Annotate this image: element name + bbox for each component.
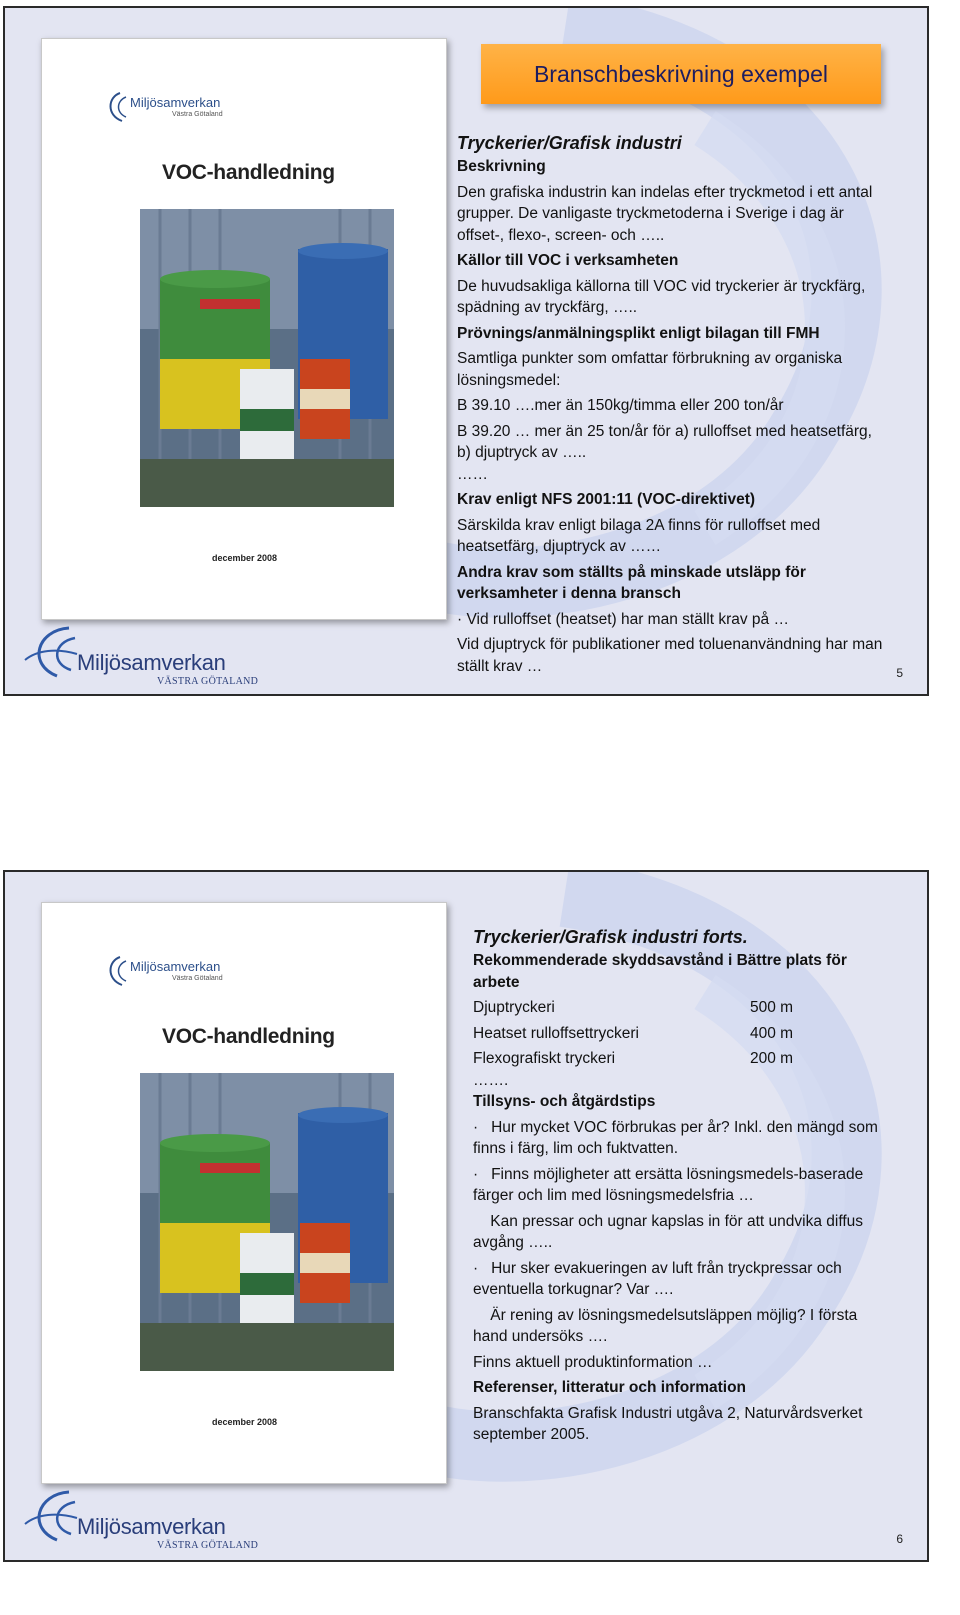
ref-label: Referenser, litteratur och information xyxy=(473,1379,747,1396)
slide-6 xyxy=(3,870,929,1562)
logo-name: Miljösamverkan xyxy=(77,650,226,675)
distance-row xyxy=(473,997,893,1019)
document-title: VOC-handledning xyxy=(162,161,335,184)
provning-text: Samtliga punkter som omfattar förbrukning av organiska lösningsmedel: xyxy=(457,350,843,389)
tip-item: Är rening av lösningsmedelsutsläppen möjlig? I första hand undersöks …. xyxy=(473,1306,862,1345)
tips-label: Tillsyns- och åtgärdstips xyxy=(473,1093,656,1110)
kallor-text: De huvudsakliga källorna till VOC vid tryckerier är tryckfärg, spädning av tryckfärg, ….. xyxy=(457,277,866,316)
slide-content xyxy=(473,924,893,1446)
page-number: 6 xyxy=(896,1532,903,1546)
tip-item: · Hur sker evakueringen av luft från tryckpressar och eventuella torkugnar? Var …. xyxy=(473,1259,847,1298)
andra-label: Andra krav som ställts på minskade utsläpp för verksamheter i denna bransch xyxy=(457,563,806,602)
ellipsis: ……. xyxy=(473,1071,509,1089)
document-date: december 2008 xyxy=(212,553,278,563)
logo-subtitle: VÄSTRA GÖTALAND xyxy=(157,676,259,687)
distance-row xyxy=(473,1048,893,1070)
section-heading: Tryckerier/Grafisk industri forts. xyxy=(473,927,748,947)
barrels-photo xyxy=(140,1073,394,1371)
distance-value: 500 m xyxy=(750,999,794,1016)
distance-row xyxy=(473,1023,893,1045)
distance-label: Djuptryckeri xyxy=(473,999,555,1016)
document-logo-sub: Västra Götaland xyxy=(172,111,223,118)
b3920-text: B 39.20 … mer än 25 ton/år för a) rulloffset med heatsetfärg, b) djuptryck av ….. xyxy=(457,422,872,461)
krav-label: Krav enligt NFS 2001:11 (VOC-direktivet) xyxy=(457,491,756,508)
slide-5 xyxy=(3,6,929,696)
tip-item: · Finns möjligheter att ersätta lösningsmedels-baserade färger och lim med lösningsmedelsfria … xyxy=(473,1165,868,1204)
slide-title-box xyxy=(481,44,881,104)
section-heading: Tryckerier/Grafisk industri xyxy=(457,133,682,153)
tip-item: · Hur mycket VOC förbrukas per år? Inkl. den mängd som finns i färg, lim och fuktvatten. xyxy=(473,1118,883,1157)
document-logo-text: Miljösamverkan xyxy=(130,95,221,110)
document-logo-text: Miljösamverkan xyxy=(130,959,221,974)
beskrivning-text: Den grafiska industrin kan indelas efter tryckmetod i ett antal grupper. De vanligaste tryckmetoderna i Sverige i dag är offset-, flexo-, screen- och ….. xyxy=(457,183,873,244)
rek-label: Rekommenderade skyddsavstånd i Bättre plats för arbete xyxy=(473,952,847,991)
andra-item: · Vid rulloffset (heatset) har man ställt krav på … xyxy=(457,610,789,628)
document-date: december 2008 xyxy=(212,1417,278,1427)
document-cover-thumbnail xyxy=(41,902,447,1484)
slide-title: Branschbeskrivning exempel xyxy=(533,60,829,87)
kallor-label: Källor till VOC i verksamheten xyxy=(457,252,679,269)
document-title: VOC-handledning xyxy=(162,1025,335,1048)
krav-text: Särskilda krav enligt bilaga 2A finns för rulloffset med heatsetfärg, djuptryck av …… xyxy=(457,516,821,555)
logo-subtitle: VÄSTRA GÖTALAND xyxy=(157,1540,259,1551)
barrels-photo xyxy=(140,209,394,507)
ref-text: Branschfakta Grafisk Industri utgåva 2, Naturvårdsverket september 2005. xyxy=(473,1404,863,1443)
provning-label: Prövnings/anmälningsplikt enligt bilagan till FMH xyxy=(457,324,820,342)
distance-value: 400 m xyxy=(750,1024,794,1042)
tip-item: Kan pressar och ugnar kapslas in för att undvika diffus avgång ….. xyxy=(473,1212,868,1251)
page-number: 5 xyxy=(896,666,903,680)
logo-name: Miljösamverkan xyxy=(77,1514,226,1539)
distance-label: Heatset rulloffsettryckeri xyxy=(473,1024,639,1042)
document-logo-sub: Västra Götaland xyxy=(172,975,223,982)
beskrivning-label: Beskrivning xyxy=(457,158,546,175)
produkt-text: Finns aktuell produktinformation … xyxy=(473,1353,713,1371)
slide-content xyxy=(457,130,887,677)
andra-item: Vid djuptryck för publikationer med toluenanvändning har man ställt krav … xyxy=(457,636,883,675)
ellipsis: …… xyxy=(457,465,488,483)
b3910-text: B 39.10 ….mer än 150kg/timma eller 200 ton/år xyxy=(457,397,784,414)
distance-value: 200 m xyxy=(750,1050,794,1067)
distance-label: Flexografiskt tryckeri xyxy=(473,1050,616,1067)
document-cover-thumbnail xyxy=(41,38,447,620)
